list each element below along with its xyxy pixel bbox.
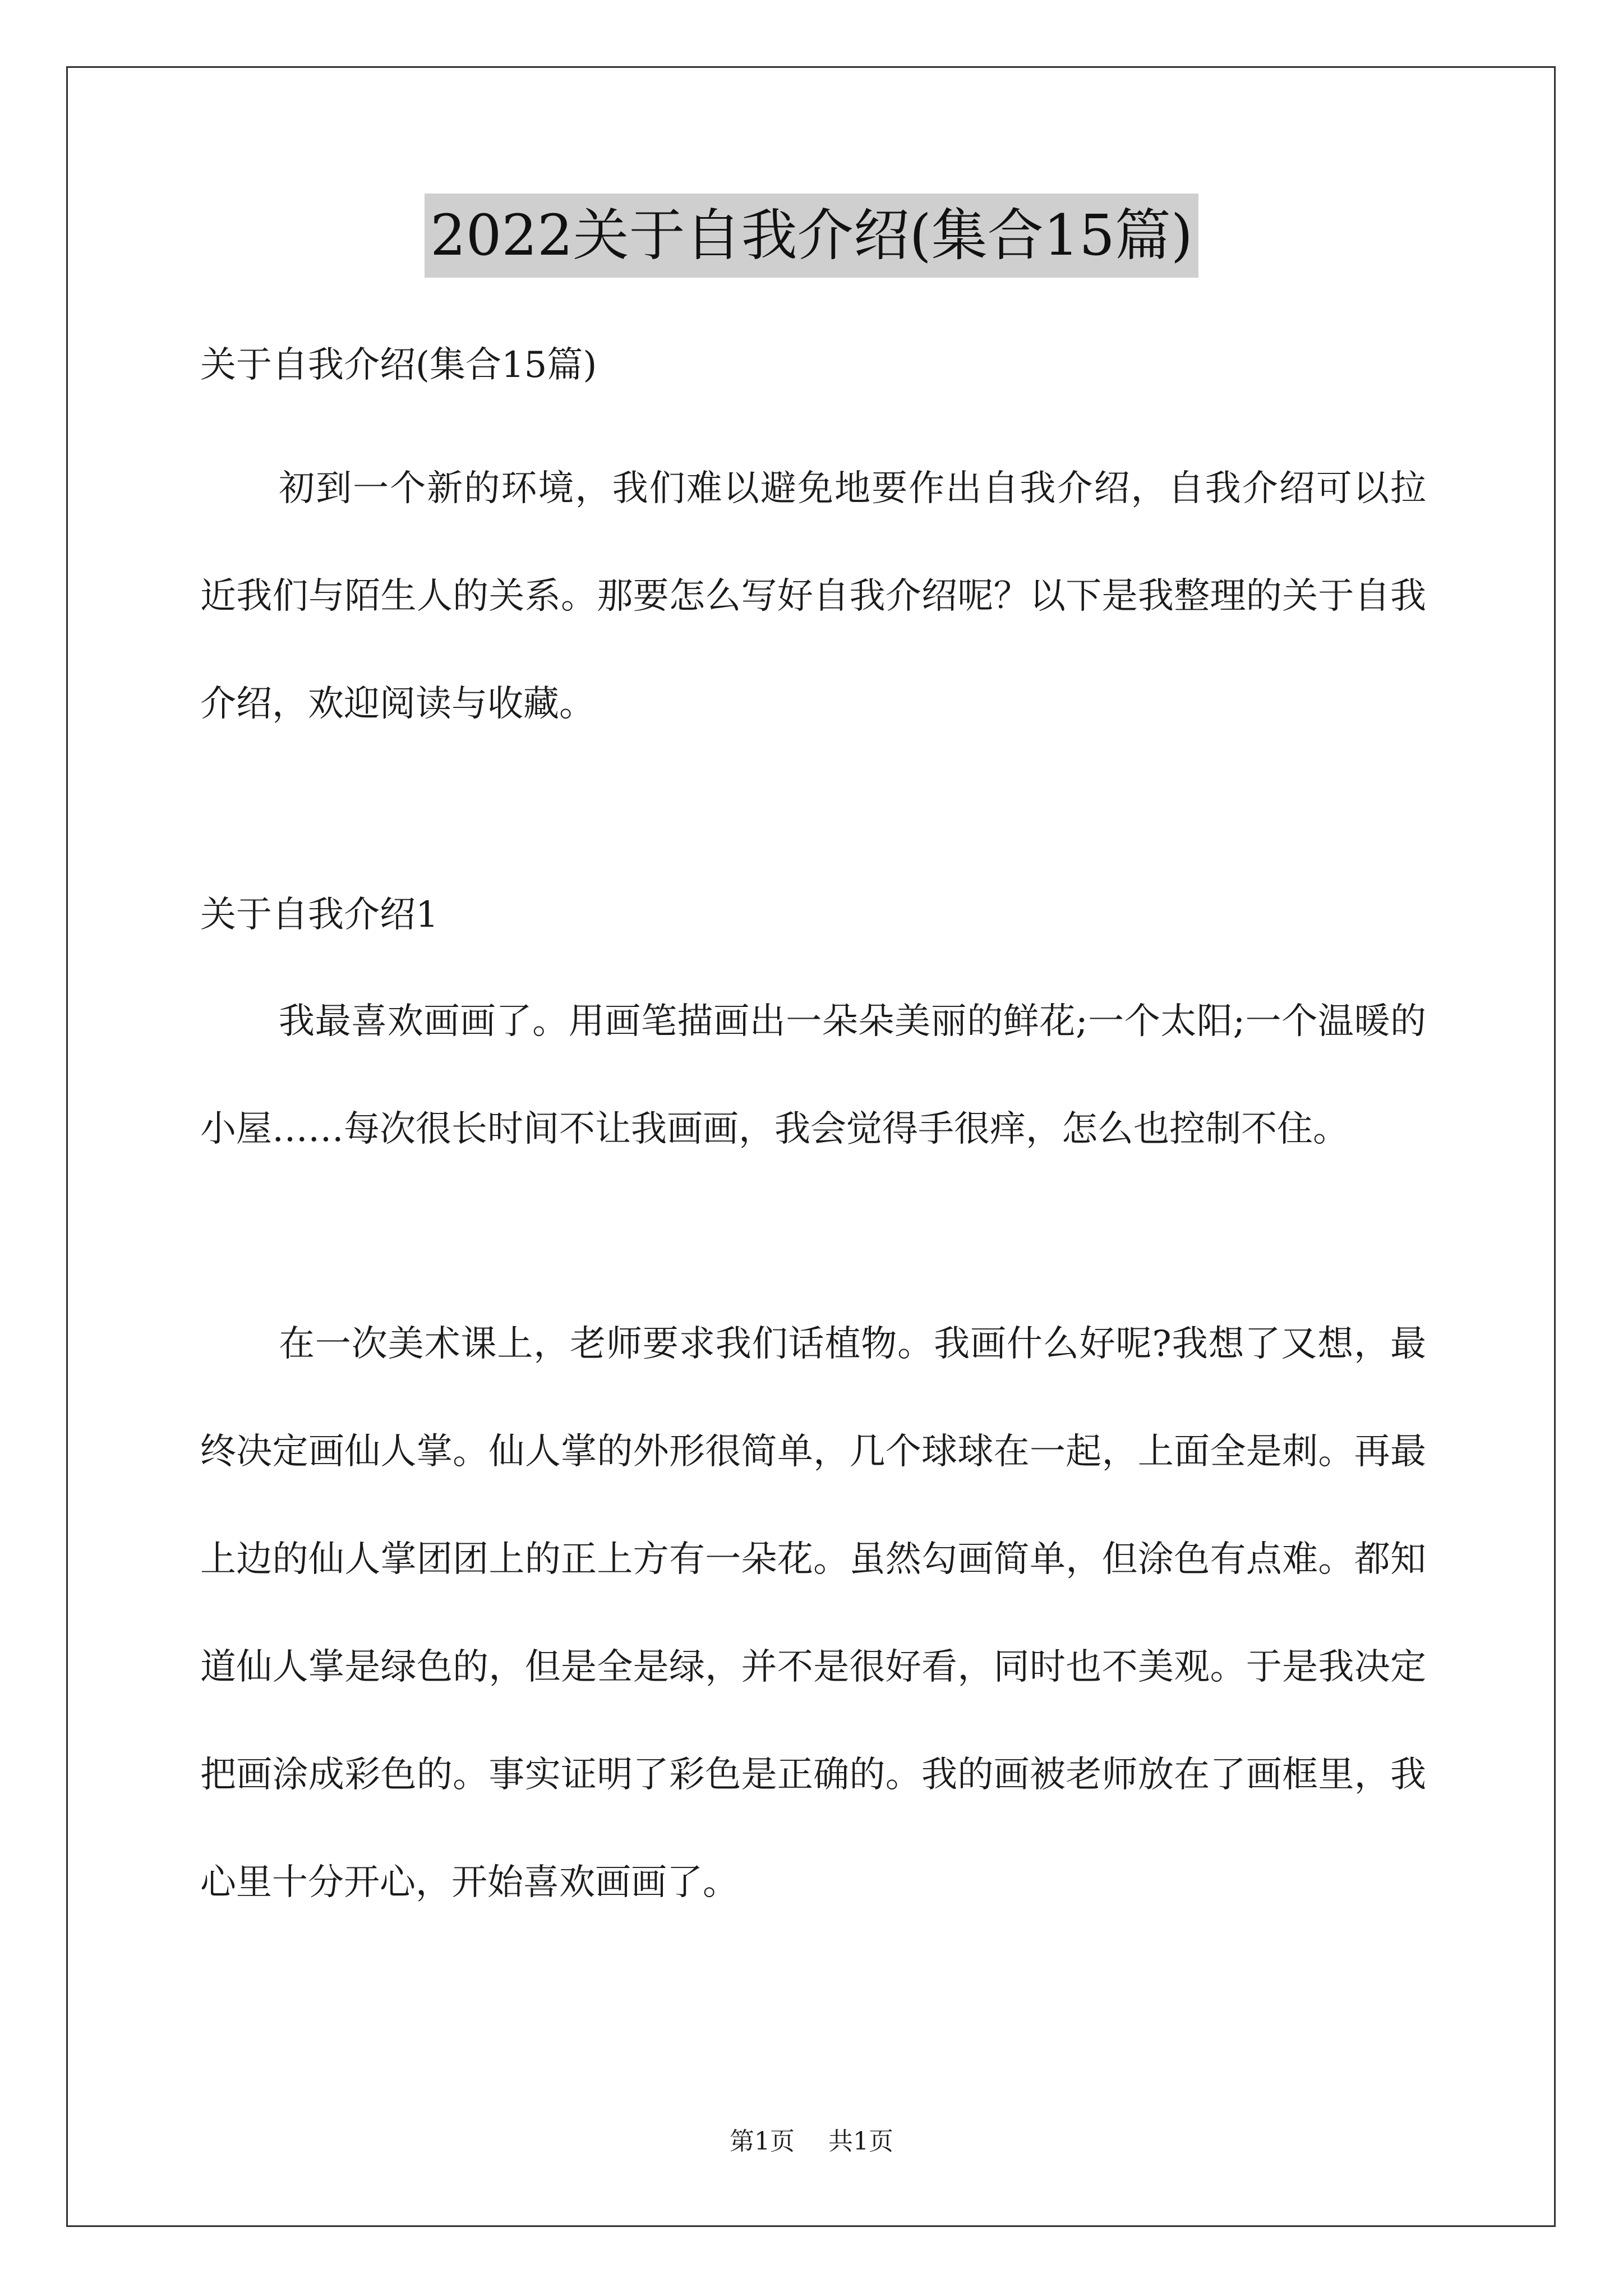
page-total: 共1页	[828, 2127, 893, 2156]
title-container	[0, 194, 1623, 278]
document-title: 2022关于自我介绍(集合15篇)	[425, 194, 1198, 278]
page-footer	[0, 2125, 1623, 2159]
section-heading	[200, 861, 1426, 969]
paragraph-text: 我最喜欢画画了。用画笔描画出一朵朵美丽的鲜花;一个太阳;一个温暖的小屋……每次很长时间不让我画画，我会觉得手很痒，怎么也控制不住。	[200, 1001, 1426, 1150]
subtitle-text: 关于自我介绍(集合15篇)	[200, 344, 597, 386]
document-subtitle	[200, 311, 1426, 419]
paragraph-1	[200, 968, 1426, 1183]
paragraph-text: 在一次美术课上，老师要求我们话植物。我画什么好呢?我想了又想，最终决定画仙人掌。仙人掌的外形很简单，几个球球在一起，上面全是刺。再最上边的仙人掌团团上的正上方有一朵花。虽然勾画简单，但涂色有点难。都知道仙人掌是绿色的，但是全是绿，并不是很好看，同时也不美观。于是我决定把画涂成彩色的。事实证明了彩色是正确的。我的画被老师放在了画框里，我心里十分开心，开始喜欢画画了。	[200, 1323, 1426, 1903]
page-number: 第1页	[730, 2127, 795, 2156]
section-heading-text: 关于自我介绍1	[200, 894, 439, 936]
paragraph-2	[200, 1290, 1426, 1936]
intro-paragraph	[200, 435, 1426, 758]
intro-text: 初到一个新的环境，我们难以避免地要作出自我介绍，自我介绍可以拉近我们与陌生人的关系。那要怎么写好自我介绍呢？以下是我整理的关于自我介绍，欢迎阅读与收藏。	[200, 468, 1426, 725]
